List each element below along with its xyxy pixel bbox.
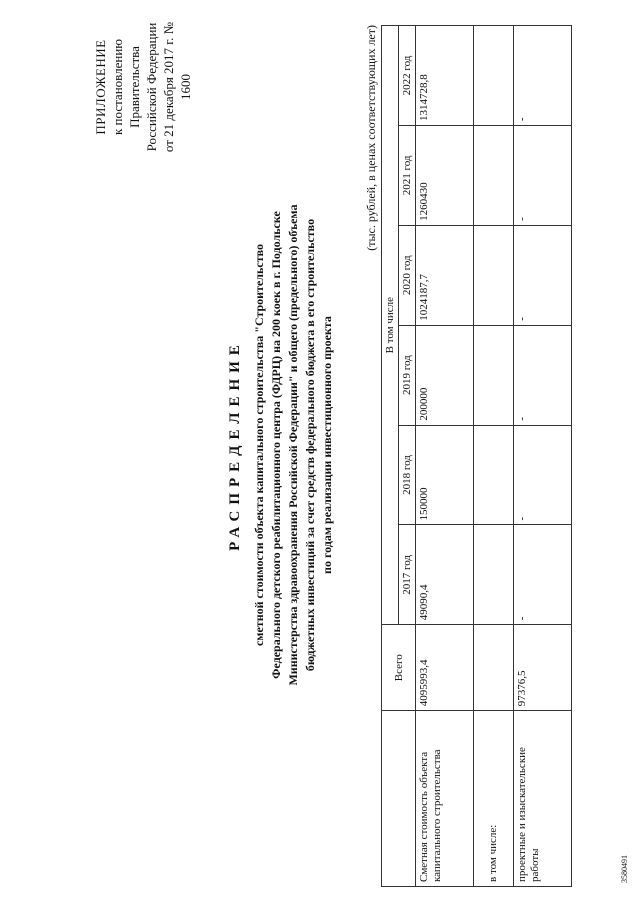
title-line-5: по годам реализации инвестиционного проекта <box>320 316 334 574</box>
row-value: - <box>514 125 572 225</box>
row-value: 200000 <box>416 325 474 425</box>
appendix-line-1: к постановлению Правительства <box>110 38 142 136</box>
title-main: РАСПРЕДЕЛЕНИЕ <box>227 339 243 551</box>
title-line-1: сметной стоимости объекта капитального строительства "Строительство <box>252 243 266 647</box>
table-row <box>514 26 572 887</box>
row-value <box>474 425 514 525</box>
row-value: 150000 <box>416 425 474 525</box>
header-year: 2022 год <box>399 26 416 126</box>
document-title <box>225 135 336 755</box>
header-including: В том числе <box>382 26 399 625</box>
row-value <box>474 125 514 225</box>
units-note: (тыс. рублей, в ценах соответствующих лет) <box>364 25 378 251</box>
appendix-line-2: Российской Федерации <box>144 22 159 152</box>
table-row <box>416 26 474 887</box>
row-total: 4095993,4 <box>416 625 474 711</box>
row-value: - <box>514 325 572 425</box>
title-line-4: бюджетных инвестиций за счет средств федерального бюджета в его строительство <box>303 218 317 672</box>
row-value <box>474 225 514 325</box>
appendix-line-3: от 21 декабря 2017 г. № 1600 <box>161 21 193 153</box>
header-year: 2021 год <box>399 125 416 225</box>
row-label: Сметная стоимость объекта капитального строительства <box>416 711 474 887</box>
table-row <box>474 26 514 887</box>
header-year: 2020 год <box>399 225 416 325</box>
header-year: 2019 год <box>399 325 416 425</box>
row-total <box>474 625 514 711</box>
document-code: 3580491 <box>620 855 629 883</box>
header-total: Всего <box>382 625 416 711</box>
distribution-table <box>381 25 572 887</box>
title-line-2: Федерального детского реабилитационного центра (ФДРЦ) на 200 коек в г. Подольске <box>269 211 283 679</box>
header-empty-cell <box>382 711 416 887</box>
row-total: 97376,5 <box>514 625 572 711</box>
row-value: 49090,4 <box>416 525 474 625</box>
row-value <box>474 325 514 425</box>
row-value: - <box>514 425 572 525</box>
header-year: 2017 год <box>399 525 416 625</box>
header-year: 2018 год <box>399 425 416 525</box>
row-value: - <box>514 525 572 625</box>
row-value: - <box>514 26 572 126</box>
appendix-block <box>92 17 194 157</box>
row-label: проектные и изыскательские работы <box>514 711 572 887</box>
title-line-3: Министерства здравоохранения Российской Федерации" и общего (предельного) объема <box>286 204 300 686</box>
row-value: 1314728,8 <box>416 26 474 126</box>
appendix-heading: ПРИЛОЖЕНИЕ <box>93 39 108 135</box>
row-label: в том числе: <box>474 711 514 887</box>
row-value: - <box>514 225 572 325</box>
row-value: 1024187,7 <box>416 225 474 325</box>
row-value <box>474 26 514 126</box>
row-value <box>474 525 514 625</box>
table-header-row <box>382 26 399 887</box>
row-value: 1260430 <box>416 125 474 225</box>
